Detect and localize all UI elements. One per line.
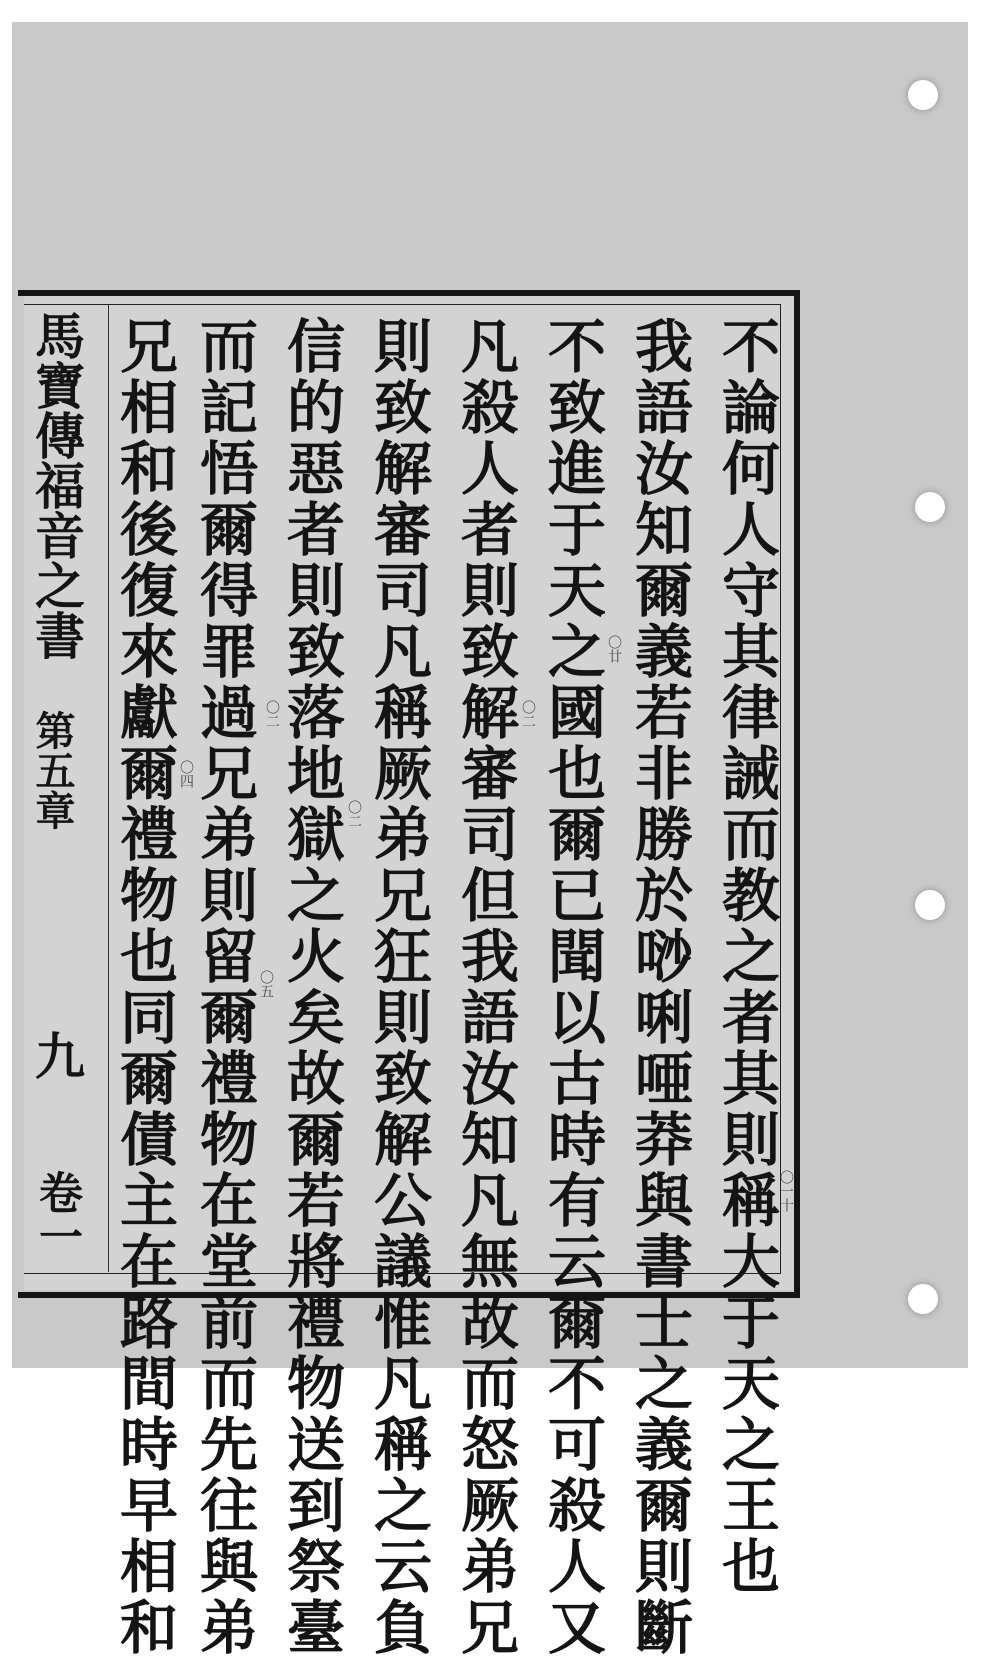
page-number: 九	[27, 1030, 86, 1080]
interlinear-note: 〇二	[264, 700, 280, 728]
chapter-marker: 第五章	[29, 710, 76, 830]
interlinear-note: 〇五	[258, 970, 274, 998]
interlinear-note: 〇二	[346, 800, 362, 828]
text-column-3	[538, 316, 606, 1658]
column-text: 凡殺人者則致解審司但我語汝知凡無故而怒厥弟兄	[451, 316, 519, 1658]
interlinear-note: 〇二	[520, 700, 536, 728]
text-column-7	[190, 316, 258, 1658]
column-text: 兄相和後復來獻爾禮物也同爾債主在路間時早相和	[110, 316, 178, 1658]
punch-hole	[908, 1284, 938, 1314]
column-rule	[108, 304, 109, 1272]
text-column-4	[451, 316, 519, 1658]
punch-hole	[915, 492, 945, 522]
interlinear-note: 〇四	[178, 760, 194, 788]
interlinear-note: 〇一十	[778, 1170, 794, 1212]
text-column-5	[364, 316, 432, 1658]
page-margin	[24, 310, 86, 1270]
column-text: 信的惡者則致落地獄之火矣故爾若將禮物送到祭臺	[277, 316, 345, 1658]
column-text: 不論何人守其律誡而教之者其則稱大于天之王也	[712, 316, 780, 1597]
column-text: 則致解審司凡稱厥弟兄狂則致解公議惟凡稱之云負	[364, 316, 432, 1658]
printed-page	[24, 290, 796, 1658]
interlinear-note: 〇廿	[606, 635, 622, 663]
column-text: 不致進于天之國也爾已聞以古時有云爾不可殺人又	[538, 316, 606, 1658]
punch-hole	[915, 890, 945, 920]
text-column-6	[277, 316, 345, 1658]
punch-hole	[908, 80, 938, 110]
column-text: 而記悟爾得罪過兄弟則留爾禮物在堂前而先往與弟	[190, 316, 258, 1658]
volume-label: 卷一	[31, 1170, 82, 1258]
margin-title: 馬寶傳福音之書	[27, 310, 86, 660]
column-text: 我語汝知爾義若非勝於唦唎唖莽與書士之義爾則斷	[625, 316, 693, 1658]
text-column-8	[110, 316, 178, 1658]
text-column-2	[625, 316, 693, 1658]
text-column-1	[712, 316, 780, 1597]
photocopy-sheet	[12, 22, 968, 1658]
